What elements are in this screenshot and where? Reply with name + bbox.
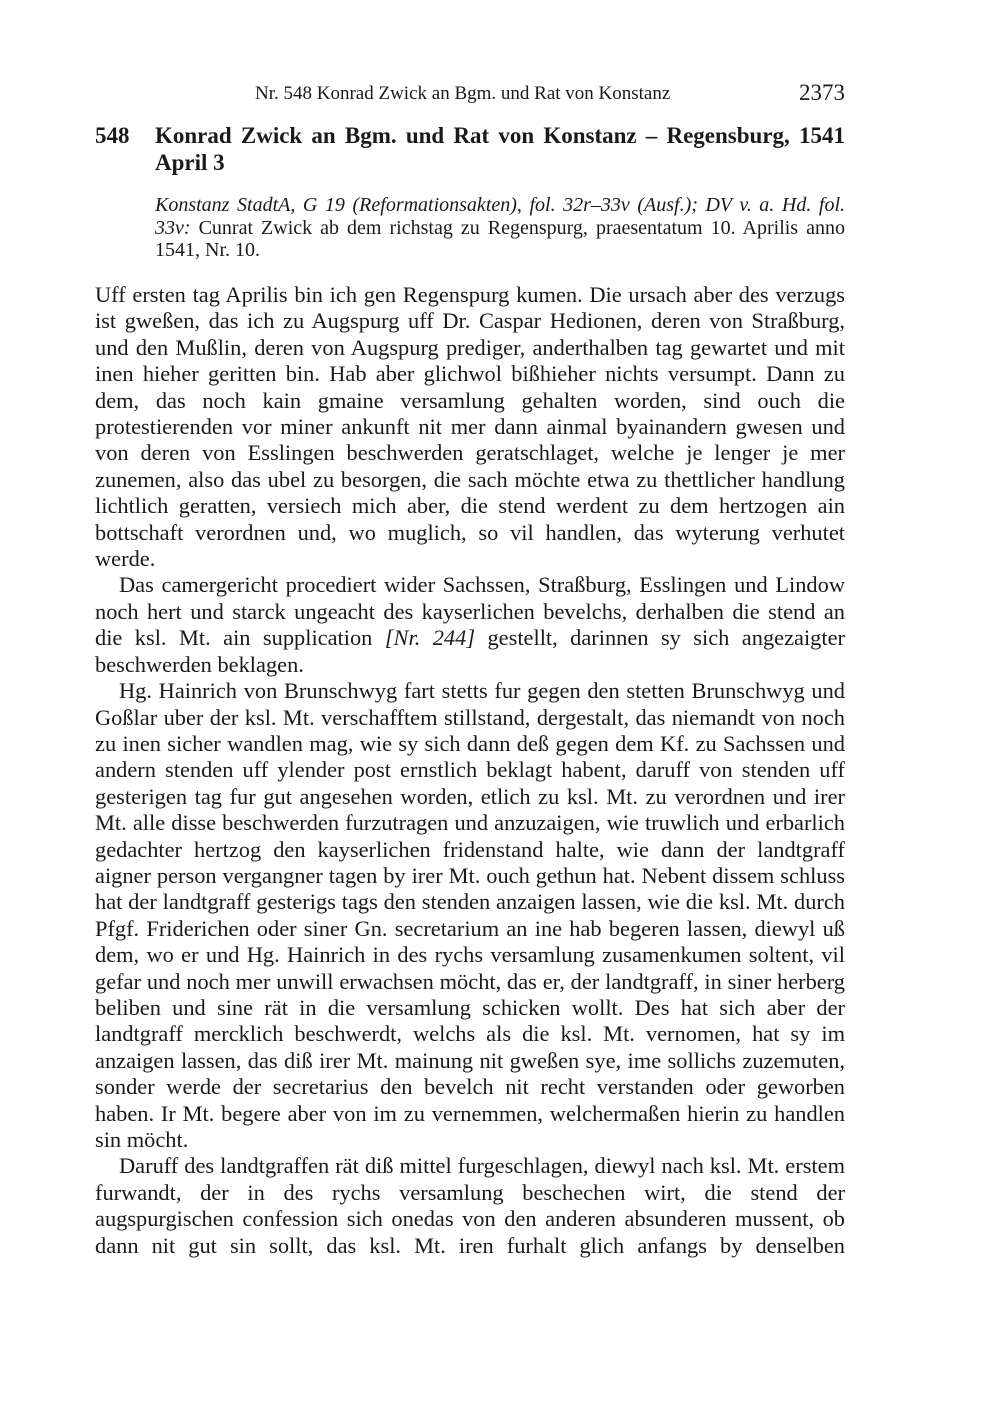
cross-reference: [Nr. 244] [384,625,476,651]
document-heading [95,122,845,176]
document-number: 548 [95,123,130,148]
paragraph-2 [95,572,845,678]
page-number: 2373 [799,80,845,105]
running-title: Nr. 548 Konrad Zwick an Bgm. und Rat von Konstanz [255,83,671,104]
running-head [95,80,845,108]
document-title: Konrad Zwick an Bgm. und Rat von Konstanz – Regensburg, 1541 April 3 [155,123,845,175]
source-reference: Konstanz StadtA, G 19 (Reformationsakten), fol. 32r–33v (Ausf.); DV v. a. Hd. fol. 33v: [155,194,845,239]
paragraph-2-text-a: Das camergericht procediert wider Sachssen, Straßburg, Esslingen und Lindow noch hert und starck ungeacht des kayserlichen bevelchs, derhalben die stend an die ksl. Mt. ain supplication [95,572,845,651]
paragraph-4: Daruff des landtgraffen rät diß mittel furgeschlagen, diewyl nach ksl. Mt. erstem furwandt, der in des rychs versamlung beschechen wirt, die stend der augspurgischen confession sich onedas von den anderen absunderen mussent, ob dann nit gut sin sollt, das ksl. Mt. iren furhalt glich anfangs by denselben [95,1153,845,1258]
source-note [155,194,845,262]
paragraph-2-text-b: gestellt, darinnen sy sich angezaigter beschwerden beklagen. [95,625,845,677]
paragraph-3: Hg. Hainrich von Brunschwyg fart stetts fur gegen den stetten Brunschwyg und Goßlar uber der ksl. Mt. verschafftem stillstand, dergestalt, das niemandt von noch zu inen sicher wandlen mag, wie sy sich dann deß gegen dem Kf. zu Sachssen und andern stenden uff ylender post ernstlich beklagt habent, daruff von stenden uff gesterigen tag fur gut angesehen worden, etlich zu ksl. Mt. zu verordnen und irer Mt. alle disse beschwerden furzutragen und anzuzaigen, wie truwlich und erbarlich gedachter hertzog den kayserlichen fridenstand halte, wie dann der landtgraff aigner person vergangner tagen by irer Mt. ouch gethun hat. Nebent dissem schluss hat der landtgraff gesterigs tags den stenden anzaigen lassen, wie die ksl. Mt. durch Pfgf. Friderichen oder siner Gn. secretarium an ine hab begeren lassen, diewyl uß dem, wo er und Hg. Hainrich in des rychs versamlung zusamenkumen soltent, vil gefar und noch mer unwill erwachsen möcht, das er, der landtgraff, in siner herberg beliben und sine rät in die versamlung schicken wollt. Des hat sich aber der landtgraff mercklich beschwerdt, welchs als die ksl. Mt. vernomen, hat sy im anzaigen lassen, das diß irer Mt. mainung nit gweßen sye, ime sollichs zuzemuten, sonder werde der secretarius den bevelch nit recht verstanden oder geworben haben. Ir Mt. begere aber von im zu vernemmen, welchermaßen hierin zu handlen sin möcht. [95,678,845,1152]
source-endorsement: Cunrat Zwick ab dem richstag zu Regenspurg, praesentatum 10. Aprilis anno 1541, Nr. 10. [155,216,845,261]
paragraph-1: Uff ersten tag Aprilis bin ich gen Regenspurg kumen. Die ursach aber des verzugs ist gweßen, das ich zu Augspurg uff Dr. Caspar Hedionen, deren von Straßburg, und den Mußlin, deren von Augspurg prediger, anderthalben tag gewartet und mit inen hieher geritten bin. Hab aber glichwol bißhieher nichts versumpt. Dann zu dem, das noch kain gmaine versamlung gehalten worden, sind ouch die protestierenden vor miner ankunft nit mer dann ainmal byainandern gwesen und von deren von Esslingen beschwerden geratschlaget, welche je lenger je mer zunemen, also das ubel zu besorgen, die sach möchte etwa zu thettlicher handlung lichtlich geratten, versiech mich aber, die stend werdent zu dem hertzogen ain bottschaft verordnen und, wo muglich, so vil handlen, das wyterung verhutet werde. [95,282,845,572]
letter-body [95,282,845,1259]
